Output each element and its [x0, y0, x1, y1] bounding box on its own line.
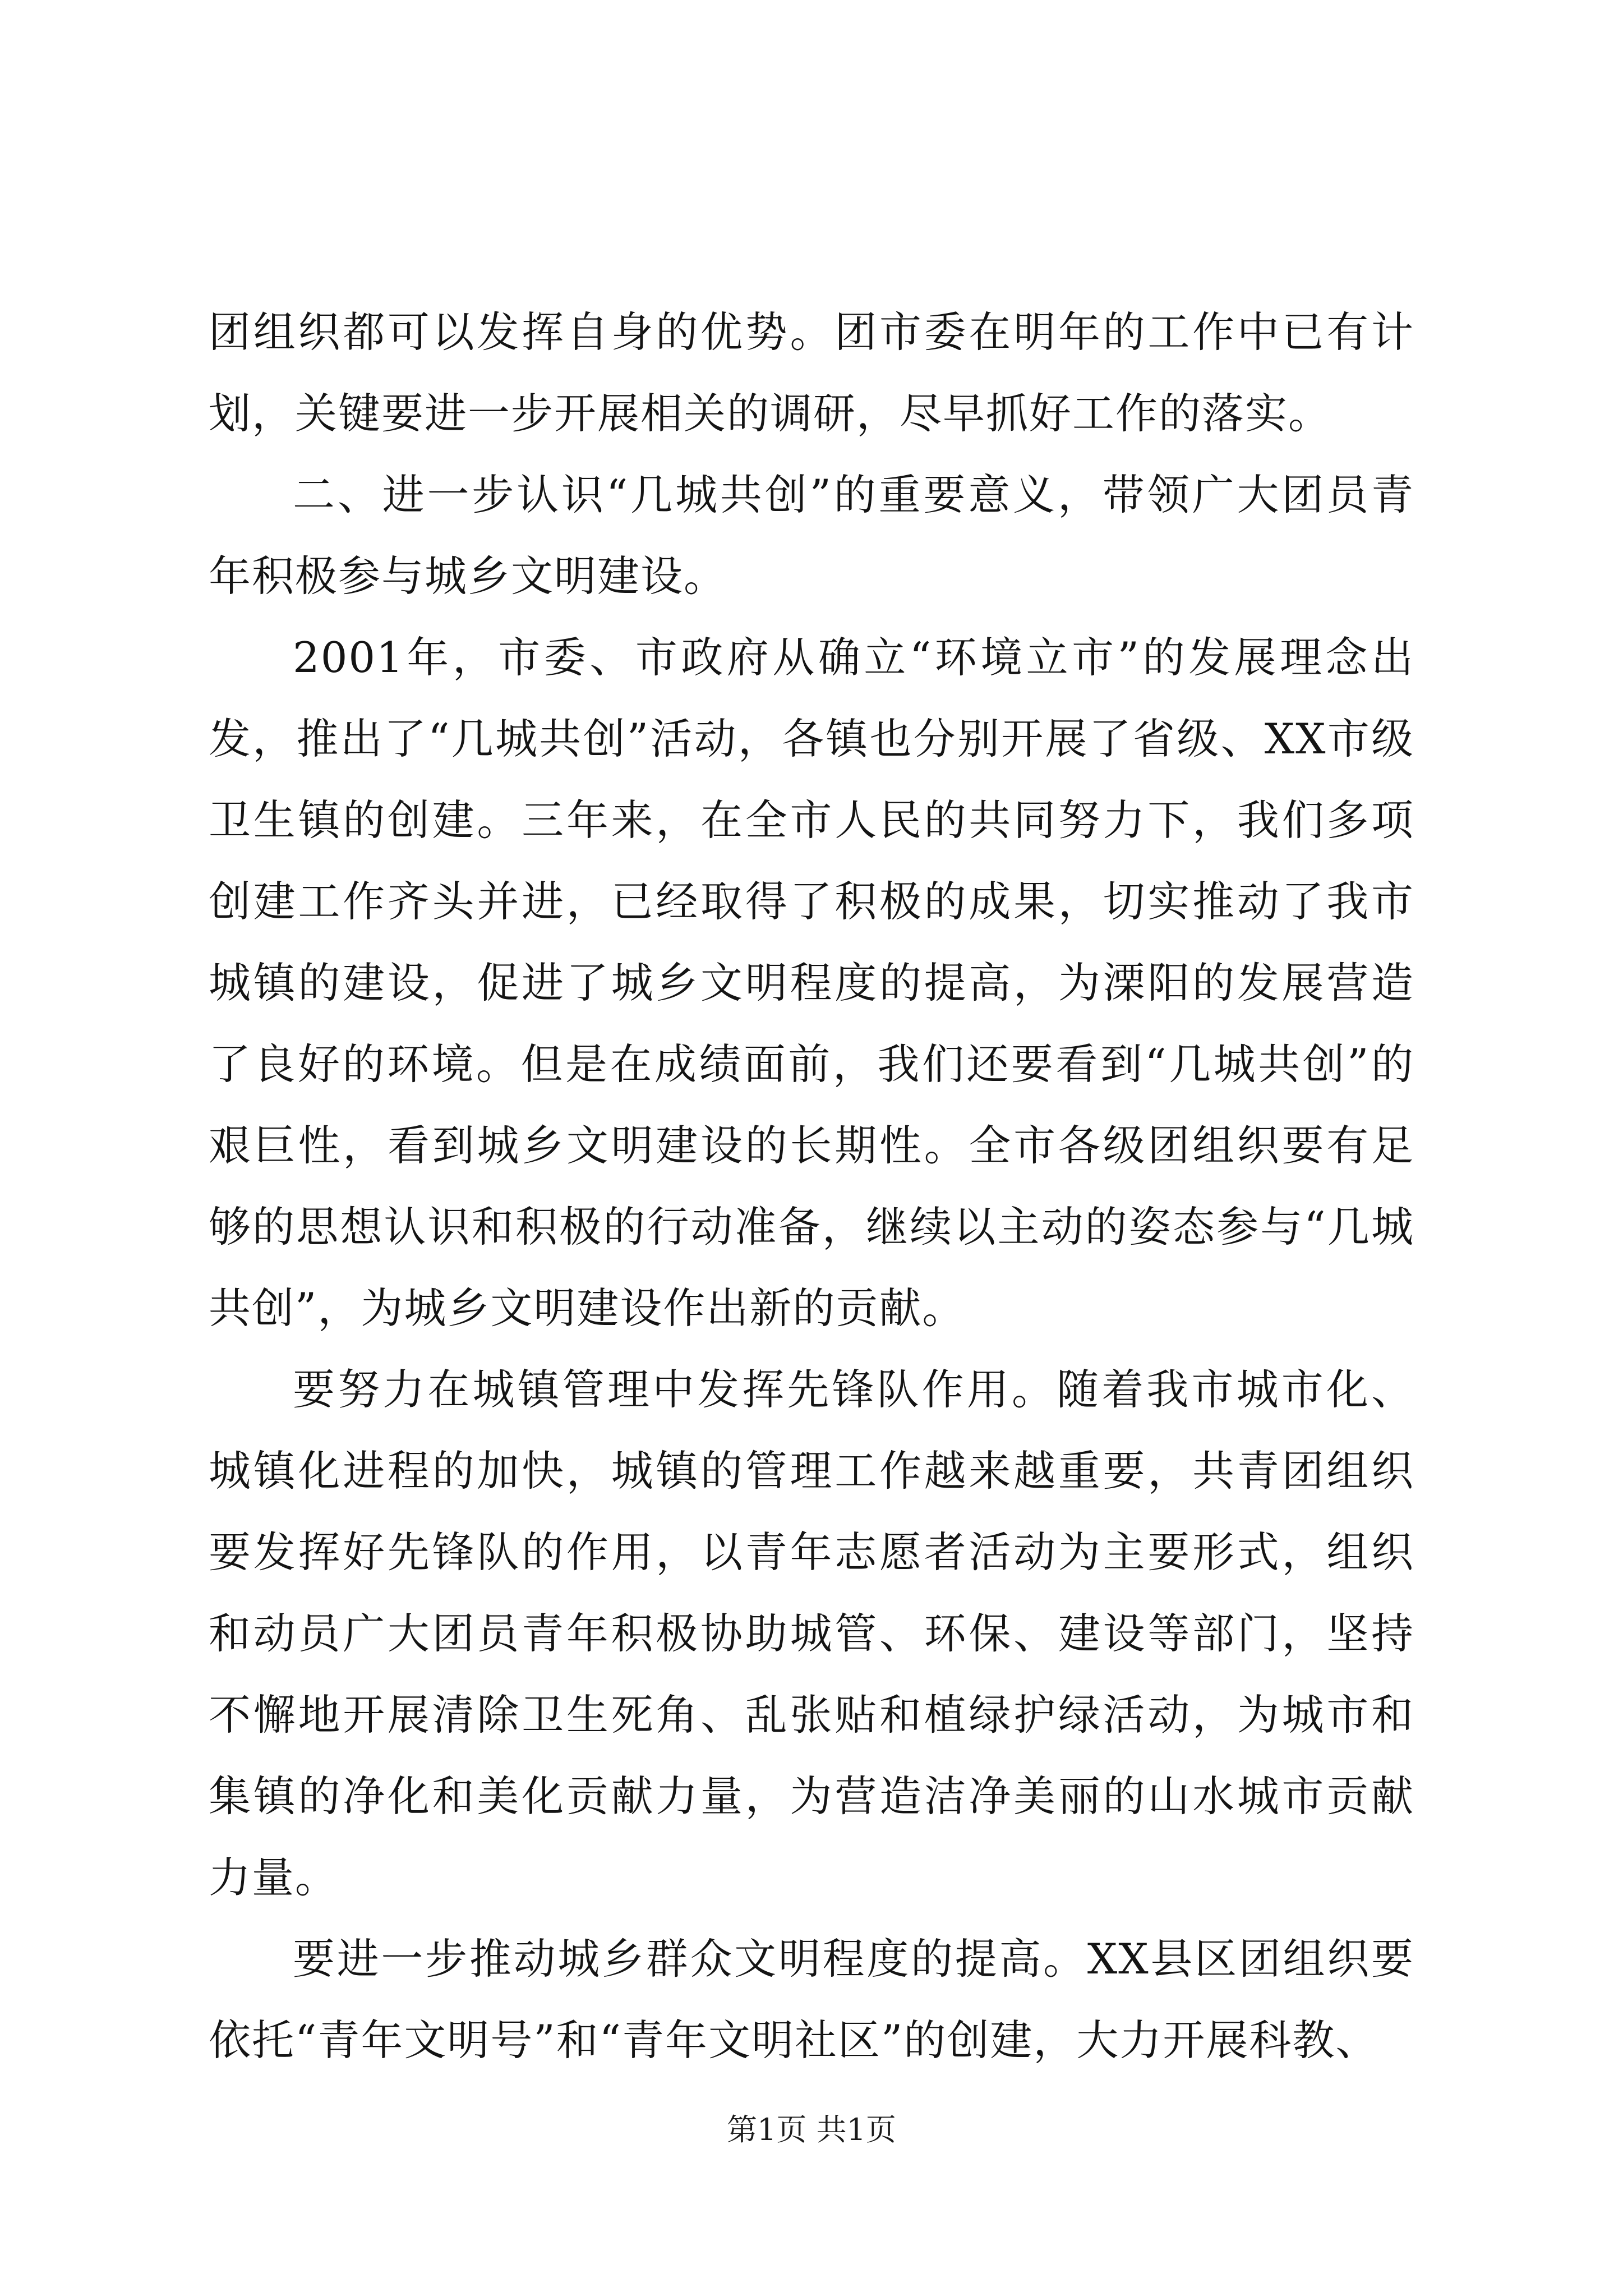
- document-body: [209, 292, 1414, 2081]
- paragraph-5: 要进一步推动城乡群众文明程度的提高。XX县区团组织要依托“青年文明号”和“青年文明社区”的创建，大力开展科教、: [209, 1934, 1414, 2065]
- page-footer: 第1页 共1页: [727, 2112, 896, 2147]
- paragraph-2-section-heading: 二、进一步认识“几城共创”的重要意义，带领广大团员青年积极参与城乡文明建设。: [209, 470, 1414, 601]
- paragraph-4: 要努力在城镇管理中发挥先锋队作用。随着我市城市化、城镇化进程的加快，城镇的管理工作越来越重要，共青团组织要发挥好先锋队的作用，以青年志愿者活动为主要形式，组织和动员广大团员青年积极协助城管、环保、建设等部门，坚持不懈地开展清除卫生死角、乱张贴和植绿护绿活动，为城市和集镇的净化和美化贡献力量，为营造洁净美丽的山水城市贡献力量。: [209, 1365, 1414, 1902]
- paragraph-1: 团组织都可以发挥自身的优势。团市委在明年的工作中已有计划，关键要进一步开展相关的调研，尽早抓好工作的落实。: [209, 307, 1414, 438]
- paragraph-3: 2001年，市委、市政府从确立“环境立市”的发展理念出发，推出了“几城共创”活动，各镇也分别开展了省级、XX市级卫生镇的创建。三年来，在全市人民的共同努力下，我们多项创建工作齐头并进，已经取得了积极的成果，切实推动了我市城镇的建设，促进了城乡文明程度的提高，为溧阳的发展营造了良好的环境。但是在成绩面前，我们还要看到“几城共创”的艰巨性，看到城乡文明建设的长期性。全市各级团组织要有足够的思想认识和积极的行动准备，继续以主动的姿态参与“几城共创”，为城乡文明建设作出新的贡献。: [209, 633, 1414, 1333]
